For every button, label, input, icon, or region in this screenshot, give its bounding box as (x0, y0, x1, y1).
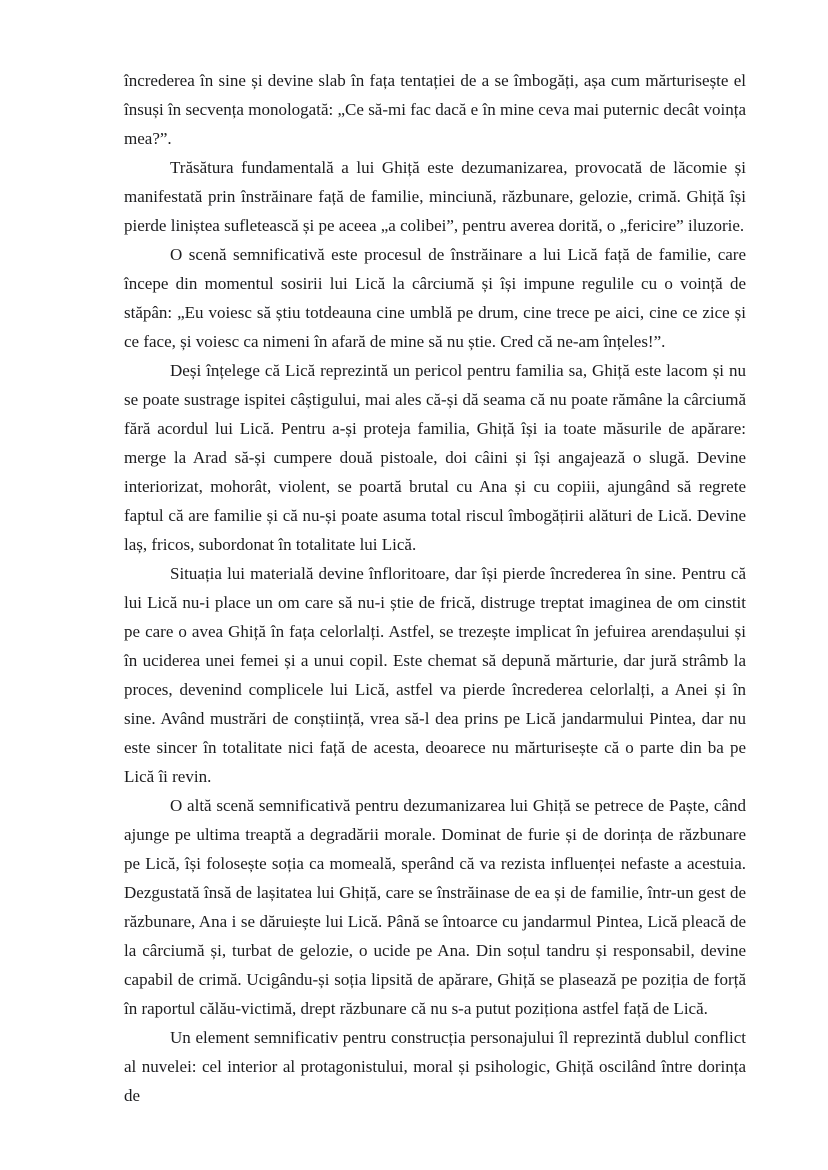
paragraph-2: Trăsătura fundamentală a lui Ghiță este dezumanizarea, provocată de lăcomie și manifestată prin înstrăinare față de familie, minciună, răzbunare, gelozie, crimă. Ghiță își pierde liniștea sufletească și pe aceea „a colibei”, pentru averea dorită, o „fericire” iluzorie. (124, 158, 746, 235)
paragraph-7: Un element semnificativ pentru construcția personajului îl reprezintă dublul conflict al nuvelei: cel interior al protagonistului, moral și psihologic, Ghiță oscilând între dorința de (124, 1028, 746, 1105)
paragraph-3: O scenă semnificativă este procesul de înstrăinare a lui Lică față de familie, care începe din momentul sosirii lui Lică la cârciumă și își impune regulile cu o voință de stăpân: „Eu voiesc să știu totdeauna cine umblă pe drum, cine trece pe aici, cine ce zice și ce face, și voiesc ca nimeni în afară de mine să nu știe. Cred că ne-am înțeles!”. (124, 245, 746, 351)
paragraph-6: O altă scenă semnificativă pentru dezumanizarea lui Ghiță se petrece de Paște, când ajunge pe ultima treaptă a degradării morale. Dominat de furie și de dorința de răzbunare pe Lică, își folosește soția ca momeală, sperând că va rezista influenței nefaste a acestuia. Dezgustată însă de lașitatea lui Ghiță, care se înstrăinase de ea și de familie, într-un gest de răzbunare, Ana i se dăruiește lui Lică. Până se întoarce cu jandarmul Pintea, Lică pleacă de la cârciumă și, turbat de gelozie, o ucide pe Ana. Din soțul tandru și responsabil, devine capabil de crimă. Ucigându-și soția lipsită de apărare, Ghiță se plasează pe poziția de forță în raportul călău-victimă, drept răzbunare că nu s-a putut poziționa astfel față de Lică. (124, 796, 746, 1018)
paragraph-1: încrederea în sine și devine slab în fața tentației de a se îmbogăți, așa cum mărturisește el însuși în secvența monologată: „Ce să-mi fac dacă e în mine ceva mai puternic decât voința mea?”. (124, 71, 746, 148)
text-block (124, 66, 746, 1110)
paragraph-4: Deși înțelege că Lică reprezintă un pericol pentru familia sa, Ghiță este lacom și nu se poate sustrage ispitei câștigului, mai ales că-și dă seama că nu poate rămâne la cârciumă fără acordul lui Lică. Pentru a-și proteja familia, Ghiță își ia toate măsurile de apărare: merge la Arad să-și cumpere două pistoale, doi câini și își angajează o slugă. Devine interiorizat, mohorât, violent, se poartă brutal cu Ana și cu copiii, ajungând să regrete faptul că are familie și că nu-și poate asuma total riscul îmbogățirii alături de Lică. Devine laș, fricos, subordonat în totalitate lui Lică. (124, 361, 746, 554)
paragraph-5: Situația lui materială devine înfloritoare, dar își pierde încrederea în sine. Pentru că lui Lică nu-i place un om care să nu-i știe de frică, distruge treptat imaginea de om cinstit pe care o avea Ghiță în fața celorlalți. Astfel, se trezește implicat în jefuirea arendașului și în uciderea unei femei și a unui copil. Este chemat să depună mărturie, dar jură strâmb la proces, devenind complicele lui Lică, astfel va pierde încrederea celorlalți, a Anei și în sine. Având mustrări de conștiință, vrea să-l dea prins pe Lică jandarmului Pintea, dar nu este sincer în totalitate nici față de acesta, deoarece nu mărturisește că o parte din ba pe Lică îi revin. (124, 564, 746, 786)
